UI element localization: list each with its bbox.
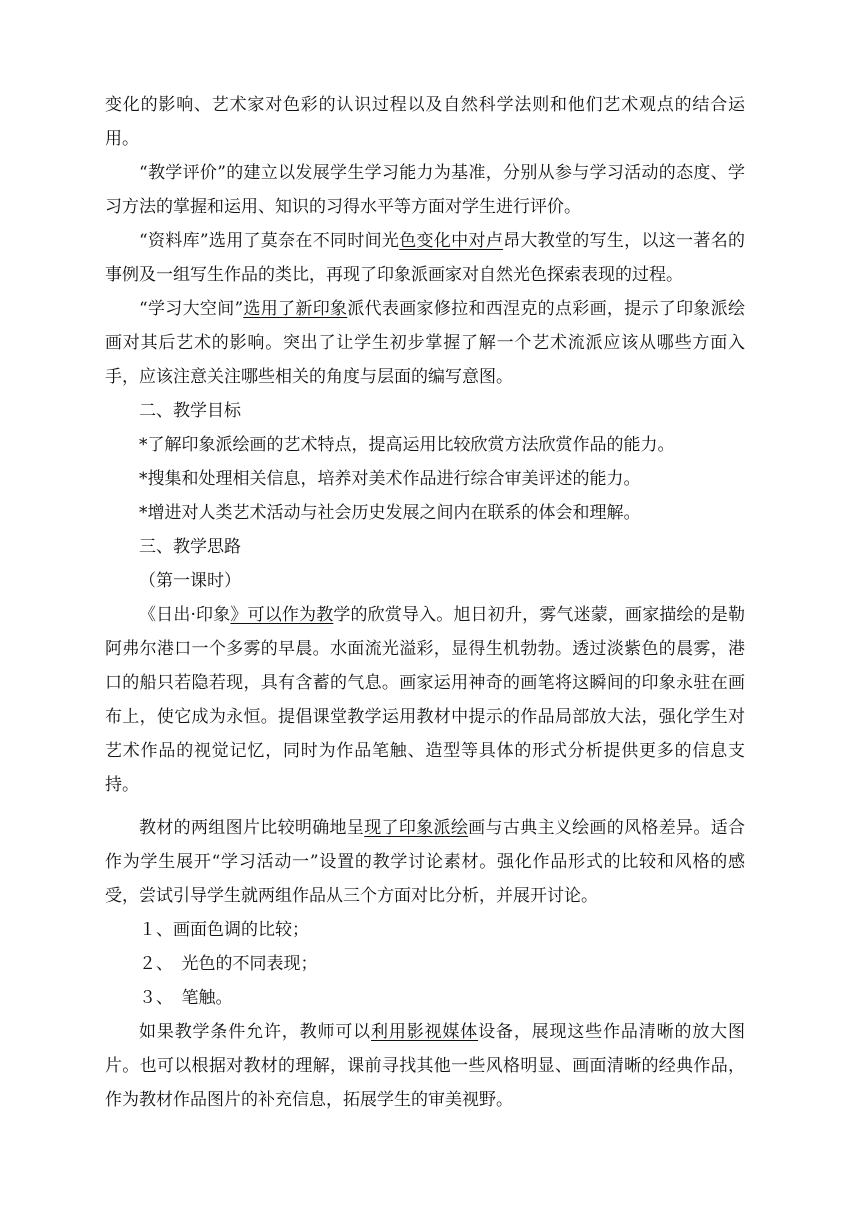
paragraph-sunrise-impression xyxy=(105,598,745,802)
paragraph-resource-library xyxy=(105,224,745,292)
underlined-text: 现了印象派绘 xyxy=(364,818,469,838)
text-run: 画与古典主义绘画的风格差异。适合作为学生展开“学习活动一”设置的教学讨论素材。强化作品形式的比较和风格的感受，尝试引导学生就两组作品从三个方面对比分析，并展开讨论。 xyxy=(105,818,746,906)
text-run: “资料库”选用了莫奈在不同时间光 xyxy=(139,231,400,251)
goal-item: *了解印象派绘画的艺术特点，提高运用比较欣赏方法欣赏作品的能力。 xyxy=(139,435,675,455)
text-run: 派代表画家修拉和西涅克的点彩画，提示了印象派绘画对其后艺术的影响。突出了让学生初步掌握了解一个艺术流派应该从哪些方面入手，应该注意关注哪些相关的角度与层面的编写意图。 xyxy=(105,299,745,387)
paragraph-continuation: 变化的影响、艺术家对色彩的认识过程以及自然科学法则和他们艺术观点的结合运用。 xyxy=(105,95,745,149)
document-page xyxy=(105,88,745,1117)
text-run: 教材的两组图片比较明确地呈 xyxy=(139,818,365,838)
text-run: 如果教学条件允许，教师可以 xyxy=(139,1022,372,1042)
text-run: 学的欣赏导入。旭日初升，雾气迷蒙，画家描绘的是勒阿弗尔港口一个多雾的早晨。水面流光溢彩，显得生机勃勃。透过淡紫色的晨雾，港口的船只若隐若现，具有含蓄的气息。画家运用神奇的画笔将这瞬间的印象永驻在画布上，使它成为永恒。提倡课堂教学运用教材中提示的作品局部放大法，强化学生对艺术作品的视觉记忆，同时为作品笔触、造型等具体的形式分析提供更多的信息支持。 xyxy=(105,605,746,795)
text-run: 设备，展现这些作品清晰的放大图片。也可以根据对教材的理解，课前寻找其他一些风格明显、画面清晰的经典作品，作为教材作品图片的补充信息，拓展学生的审美视野。 xyxy=(105,1022,746,1110)
text-run: “学习大空间” xyxy=(139,299,244,319)
underlined-text: 选用了新印象 xyxy=(243,299,348,319)
goal-item: *增进对人类艺术活动与社会历史发展之间内在联系的体会和理解。 xyxy=(139,503,641,523)
list-item: １、画面色调的比较； xyxy=(139,920,309,940)
section-heading-teaching-approach: 三、教学思路 xyxy=(139,537,241,557)
paragraph-image-comparison xyxy=(105,811,745,913)
list-item: ２、 光色的不同表现； xyxy=(139,954,318,974)
underlined-text: 利用影视媒体 xyxy=(371,1022,479,1042)
paragraph-teaching-evaluation: “教学评价”的建立以发展学生学习能力为基准，分别从参与学习活动的态度、学习方法的掌握和运用、知识的习得水平等方面对学生进行评价。 xyxy=(105,163,745,217)
lesson-label: （第一课时） xyxy=(139,571,241,591)
paragraph-media-usage xyxy=(105,1015,745,1117)
underlined-text: 色变化中对卢 xyxy=(399,231,504,251)
goal-item: *搜集和处理相关信息，培养对美术作品进行综合审美评述的能力。 xyxy=(139,469,641,489)
underlined-text: 》可以作为教 xyxy=(230,605,334,625)
section-heading-teaching-goals: 二、教学目标 xyxy=(139,401,241,421)
paragraph-learning-space xyxy=(105,292,745,394)
text-run: 昂大教堂的写生，以这一著名的事例及一组写生作品的类比，再现了印象派画家对自然光色探索表现的过程。 xyxy=(105,231,746,285)
text-run: 《日出·印象 xyxy=(139,605,231,625)
list-item: ３、 笔触。 xyxy=(139,988,233,1008)
